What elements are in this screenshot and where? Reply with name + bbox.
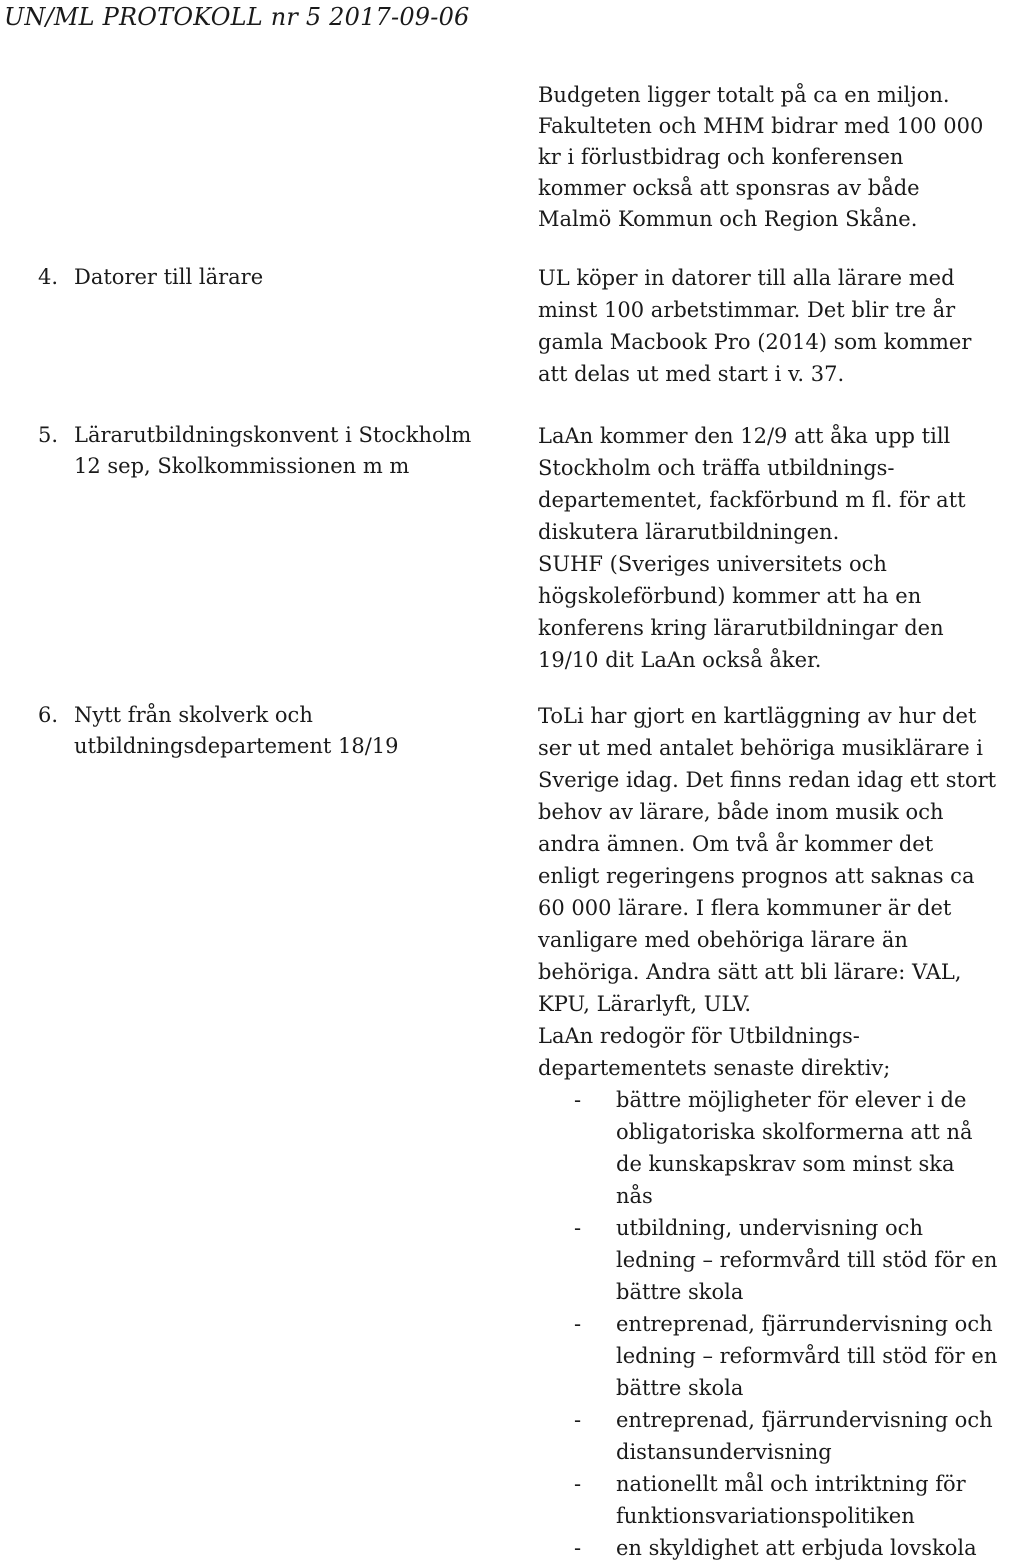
body-line: ToLi har gjort en kartläggning av hur det (538, 704, 977, 728)
body-line: diskutera lärarutbildningen. (538, 520, 840, 544)
body-line: LaAn redogör för Utbildnings- (538, 1024, 860, 1048)
body-line: behov av lärare, både inom musik och (538, 800, 944, 824)
bullet-line: bättre skola (616, 1376, 744, 1400)
body-line: andra ämnen. Om två år kommer det (538, 832, 934, 856)
title-line: 12 sep, Skolkommissionen m m (74, 454, 410, 478)
intro-line: Malmö Kommun och Region Skåne. (538, 207, 918, 231)
body-line: LaAn kommer den 12/9 att åka upp till (538, 424, 951, 448)
agenda-item-number: 6. (38, 703, 59, 727)
intro-line: Budgeten ligger totalt på ca en miljon. (538, 83, 950, 107)
agenda-item-number: 5. (38, 423, 59, 447)
body-line: KPU, Lärarlyft, ULV. (538, 992, 752, 1016)
body-line: minst 100 arbetstimmar. Det blir tre år (538, 298, 956, 322)
intro-line: Fakulteten och MHM bidrar med 100 000 (538, 114, 984, 138)
list-item (538, 1404, 1018, 1468)
body-line: departementets senaste direktiv; (538, 1056, 891, 1080)
body-line: Stockholm och träffa utbildnings- (538, 456, 895, 480)
body-line: 60 000 lärare. I flera kommuner är det (538, 896, 952, 920)
bullet-line: bättre skola (616, 1280, 744, 1304)
title-line: Lärarutbildningskonvent i Stockholm (74, 423, 472, 447)
agenda-item-body (538, 700, 1018, 1564)
body-line: UL köper in datorer till alla lärare med (538, 266, 955, 290)
bullet-line: bättre möjligheter för elever i de (616, 1088, 967, 1112)
title-line: utbildningsdepartement 18/19 (74, 734, 399, 758)
agenda-item-title (74, 262, 494, 293)
title-line: Nytt från skolverk och (74, 703, 313, 727)
bullet-line: obligatoriska skolformerna att nå (616, 1120, 973, 1144)
title-line: Datorer till lärare (74, 265, 264, 289)
bullet-dash: - (574, 1536, 582, 1560)
body-line: 19/10 dit LaAn också åker. (538, 648, 822, 672)
list-item (538, 1212, 1018, 1308)
list-item (538, 1084, 1018, 1212)
intro-paragraph (538, 80, 1008, 235)
bullet-line: utbildning, undervisning och (616, 1216, 923, 1240)
bullet-line: entreprenad, fjärrundervisning och (616, 1312, 993, 1336)
directive-list (538, 1084, 1018, 1564)
intro-line: kommer också att sponsras av både (538, 176, 920, 200)
body-line: att delas ut med start i v. 37. (538, 362, 845, 386)
bullet-dash: - (574, 1472, 582, 1496)
bullet-dash: - (574, 1312, 582, 1336)
list-item (538, 1308, 1018, 1404)
body-line: behöriga. Andra sätt att bli lärare: VAL, (538, 960, 962, 984)
list-item (538, 1468, 1018, 1532)
bullet-line: de kunskapskrav som minst ska (616, 1152, 955, 1176)
bullet-line: en skyldighet att erbjuda lovskola (616, 1536, 977, 1560)
bullet-dash: - (574, 1216, 582, 1240)
body-line: ser ut med antalet behöriga musiklärare i (538, 736, 984, 760)
agenda-item-body (538, 262, 1018, 390)
bullet-line: ledning – reformvård till stöd för en (616, 1248, 998, 1272)
bullet-line: funktionsvariationspolitiken (616, 1504, 915, 1528)
bullet-line: ledning – reformvård till stöd för en (616, 1344, 998, 1368)
agenda-item-title (74, 700, 494, 762)
document-header: UN/ML PROTOKOLL nr 5 2017-09-06 (4, 3, 470, 31)
body-line: Sverige idag. Det finns redan idag ett stort (538, 768, 997, 792)
body-line: vanligare med obehöriga lärare än (538, 928, 908, 952)
body-line: konferens kring lärarutbildningar den (538, 616, 944, 640)
bullet-line: entreprenad, fjärrundervisning och (616, 1408, 993, 1432)
intro-line: kr i förlustbidrag och konferensen (538, 145, 904, 169)
bullet-line: nås (616, 1184, 653, 1208)
body-line: gamla Macbook Pro (2014) som kommer (538, 330, 972, 354)
bullet-dash: - (574, 1408, 582, 1432)
body-line: enligt regeringens prognos att saknas ca (538, 864, 975, 888)
agenda-item-number: 4. (38, 265, 59, 289)
bullet-dash: - (574, 1088, 582, 1112)
body-line: SUHF (Sveriges universitets och (538, 552, 887, 576)
agenda-item-title (74, 420, 494, 482)
bullet-line: nationellt mål och intriktning för (616, 1472, 966, 1496)
list-item (538, 1532, 1018, 1564)
bullet-line: distansundervisning (616, 1440, 832, 1464)
body-line: högskoleförbund) kommer att ha en (538, 584, 922, 608)
body-line: departementet, fackförbund m fl. för att (538, 488, 966, 512)
agenda-item-body (538, 420, 1018, 676)
